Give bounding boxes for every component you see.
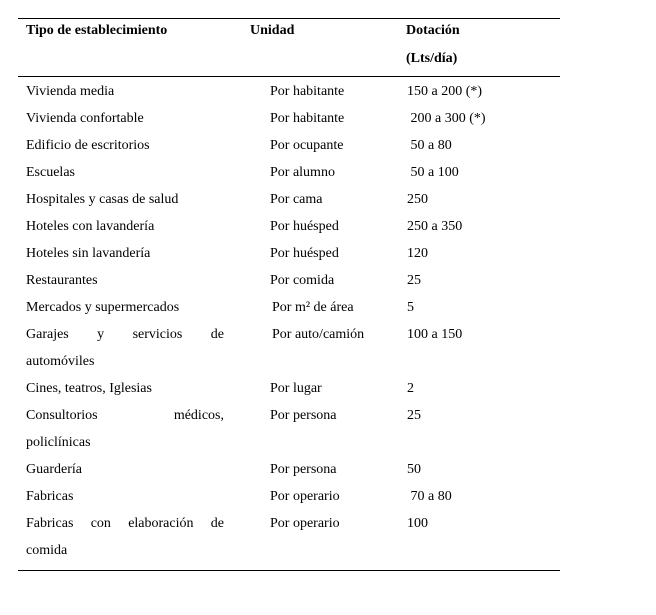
cell-tipo: Hoteles con lavandería <box>26 219 155 234</box>
cell-dotacion: 70 a 80 <box>407 489 452 504</box>
cell-tipo-line2: automóviles <box>26 354 95 369</box>
table-row <box>18 213 560 240</box>
water-allocation-table <box>18 18 560 571</box>
cell-dotacion: 100 a 150 <box>407 327 463 342</box>
cell-dotacion: 250 a 350 <box>407 219 463 234</box>
cell-dotacion: 100 <box>407 516 428 531</box>
table-row <box>18 267 560 294</box>
table-row <box>18 294 560 321</box>
header-dotacion-line2: (Lts/día) <box>406 51 458 66</box>
table-row <box>18 105 560 132</box>
table-row <box>18 132 560 159</box>
cell-unidad: Por lugar <box>270 381 322 396</box>
table-row <box>18 186 560 213</box>
table-row <box>18 78 560 105</box>
cell-tipo-line2: comida <box>26 543 68 558</box>
cell-dotacion: 2 <box>407 381 414 396</box>
table-row <box>18 456 560 483</box>
cell-unidad: Por huésped <box>270 246 339 261</box>
cell-unidad: Por auto/camión <box>272 327 365 342</box>
cell-tipo: Edificio de escritorios <box>26 138 150 153</box>
header-tipo: Tipo de establecimiento <box>26 23 168 38</box>
cell-tipo: Hospitales y casas de salud <box>26 192 179 207</box>
cell-tipo: Vivienda media <box>26 84 115 99</box>
cell-tipo: Escuelas <box>26 165 75 180</box>
cell-unidad: Por operario <box>270 516 340 531</box>
table-row <box>18 240 560 267</box>
bottom-rule <box>18 570 560 571</box>
table-row <box>18 510 560 564</box>
cell-unidad: Por huésped <box>270 219 339 234</box>
cell-dotacion: 50 a 80 <box>407 138 452 153</box>
cell-tipo: Vivienda confortable <box>26 111 144 126</box>
cell-unidad: Por comida <box>270 273 335 288</box>
cell-unidad: Por cama <box>270 192 323 207</box>
cell-unidad: Por persona <box>270 408 337 423</box>
cell-tipo: Hoteles sin lavandería <box>26 246 151 261</box>
cell-dotacion: 5 <box>407 300 414 315</box>
cell-dotacion: 120 <box>407 246 428 261</box>
table-row <box>18 375 560 402</box>
cell-unidad: Por habitante <box>270 111 345 126</box>
cell-dotacion: 25 <box>407 408 421 423</box>
cell-tipo-line1: Consultorios médicos, <box>26 408 224 423</box>
header-dotacion <box>406 17 546 73</box>
cell-unidad: Por operario <box>270 489 340 504</box>
table-row <box>18 321 560 375</box>
cell-tipo: Restaurantes <box>26 273 98 288</box>
cell-tipo <box>26 402 224 456</box>
cell-tipo: Mercados y supermercados <box>26 300 180 315</box>
table-row <box>18 483 560 510</box>
header-dotacion-line1: Dotación <box>406 23 460 38</box>
cell-dotacion: 200 a 300 (*) <box>407 111 486 126</box>
cell-unidad: Por persona <box>270 462 337 477</box>
cell-unidad: Por alumno <box>270 165 335 180</box>
cell-tipo <box>26 510 224 564</box>
cell-tipo: Cines, teatros, Iglesias <box>26 381 152 396</box>
cell-unidad: Por ocupante <box>270 138 344 153</box>
table-header <box>18 19 560 76</box>
cell-dotacion: 25 <box>407 273 421 288</box>
cell-tipo <box>26 321 224 375</box>
cell-unidad: Por m² de área <box>272 300 354 315</box>
cell-tipo: Fabricas <box>26 489 74 504</box>
cell-tipo-line2: policlínicas <box>26 435 91 450</box>
header-unidad: Unidad <box>250 23 295 38</box>
cell-dotacion: 50 a 100 <box>407 165 459 180</box>
table-row <box>18 402 560 456</box>
cell-tipo-line1: Fabricas con elaboración de <box>26 516 224 531</box>
cell-dotacion: 250 <box>407 192 428 207</box>
cell-tipo-line1: Garajes y servicios de <box>26 327 224 342</box>
cell-dotacion: 150 a 200 (*) <box>407 84 483 99</box>
cell-unidad: Por habitante <box>270 84 345 99</box>
cell-tipo: Guardería <box>26 462 82 477</box>
table-body <box>18 77 560 564</box>
cell-dotacion: 50 <box>407 462 421 477</box>
table-row <box>18 159 560 186</box>
